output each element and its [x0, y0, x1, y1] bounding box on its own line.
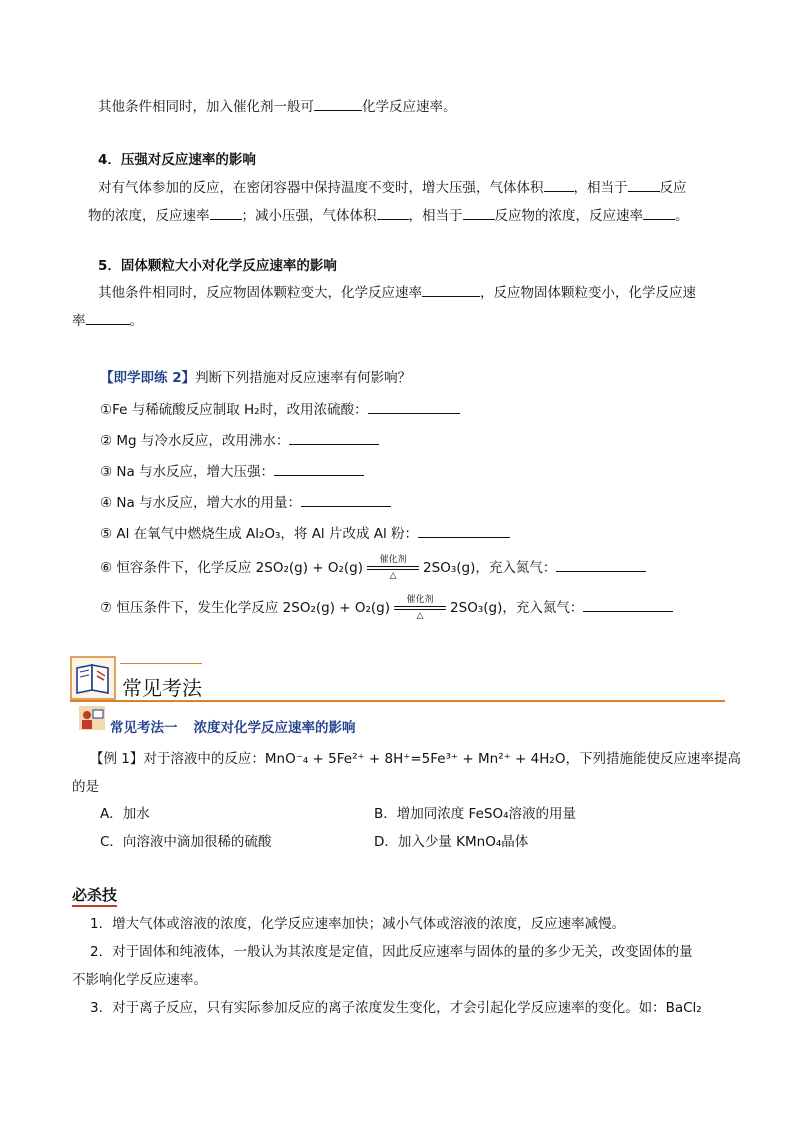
tips-title-text: 必杀技 [72, 886, 117, 907]
answer-blank[interactable] [368, 400, 460, 414]
practice-item-6 [100, 555, 646, 581]
answer-blank[interactable] [86, 311, 130, 325]
practice-item-text: ② Mg 与冷水反应，改用沸水： [100, 433, 290, 449]
heat-label: △ [389, 571, 397, 581]
s4-text: 反应 [659, 180, 687, 196]
s4-text: 物的浓度，反应速率 [88, 208, 210, 224]
s5-text: 其他条件相同时，反应物固体颗粒变大，化学反应速率 [98, 285, 422, 301]
practice-item-text: ⑥ 恒容条件下，化学反应 2SO₂(g) + O₂(g) [100, 560, 364, 576]
s4-text: ；减小压强，气体体积 [241, 208, 377, 224]
tip-3: 3．对于离子反应，只有实际参加反应的离子浓度发生变化，才会引起化学反应速率的变化。如：BaCl₂ [90, 1000, 702, 1016]
method-1-label: 常见考法一 [110, 720, 178, 736]
tip-2-line-2: 不影响化学反应速率。 [72, 972, 207, 988]
answer-blank[interactable] [583, 598, 673, 612]
reversible-arrow [367, 555, 419, 581]
practice-item-text: ⑤ Al 在氧气中燃烧生成 Al₂O₃，将 Al 片改成 Al 粉： [100, 526, 419, 542]
practice-tag: 【即学即练 2】 [100, 370, 196, 386]
section-5-line-2 [72, 309, 143, 329]
answer-blank[interactable] [274, 462, 364, 476]
s4-text: 反应物的浓度，反应速率 [494, 208, 643, 224]
practice-item-text: 2SO₃(g)，充入氮气： [423, 560, 557, 576]
answer-blank[interactable] [418, 524, 510, 538]
option-a[interactable]: A．加水 [100, 806, 150, 822]
section-4-line-2 [88, 204, 689, 224]
s5-text: 。 [129, 313, 143, 329]
answer-blank[interactable] [289, 431, 379, 445]
section-5-title: 5．固体颗粒大小对化学反应速率的影响 [98, 258, 337, 274]
option-c[interactable]: C．向溶液中滴加很稀的硫酸 [100, 834, 272, 850]
practice-item-3 [100, 460, 364, 480]
practice-question: 判断下列措施对反应速率有何影响？ [195, 370, 412, 386]
catalyst-text-a: 其他条件相同时，加入催化剂一般可 [98, 99, 314, 115]
reversible-arrow [394, 595, 446, 621]
practice-item-1 [100, 398, 460, 418]
section-4-title: 4．压强对反应速率的影响 [98, 152, 256, 168]
tips-title [72, 884, 117, 905]
method-1-heading [110, 716, 356, 736]
equilibrium-arrow-icon [394, 605, 446, 611]
section-5-line-1 [98, 281, 696, 301]
answer-blank[interactable] [422, 283, 480, 297]
answer-blank[interactable] [463, 206, 495, 220]
practice-item-7 [100, 595, 673, 621]
section-header-title: 常见考法 [122, 676, 202, 700]
header-top-rule [120, 663, 202, 664]
s5-text: ，反应物固体颗粒变小，化学反应速 [480, 285, 696, 301]
teacher-icon [78, 705, 106, 731]
practice-item-text: ③ Na 与水反应，增大压强： [100, 464, 275, 480]
answer-blank[interactable] [643, 206, 675, 220]
heat-label: △ [416, 611, 424, 621]
answer-blank[interactable] [210, 206, 242, 220]
method-1-title: 浓度对化学反应速率的影响 [193, 720, 356, 736]
practice-item-text: ①Fe 与稀硫酸反应制取 H₂时，改用浓硫酸： [100, 402, 368, 418]
answer-blank[interactable] [544, 178, 574, 192]
answer-blank[interactable] [377, 206, 409, 220]
catalyst-paragraph [98, 95, 457, 115]
example-line-1: 【例 1】对于溶液中的反应：MnO⁻₄ + 5Fe²⁺ + 8H⁺=5Fe³⁺ + Mn²⁺ + 4H₂O，下列措施能使反应速率提高 [90, 751, 741, 767]
answer-blank[interactable] [301, 493, 391, 507]
s4-text: 。 [675, 208, 689, 224]
catalyst-label: 催化剂 [379, 555, 407, 565]
tip-2-line-1: 2．对于固体和纯液体，一般认为其浓度是定值，因此反应速率与固体的量的多少无关，改变固体的量 [90, 944, 693, 960]
tip-1: 1．增大气体或溶液的浓度，化学反应速率加快；减小气体或溶液的浓度，反应速率减慢。 [90, 916, 626, 932]
option-b[interactable]: B．增加同浓度 FeSO₄溶液的用量 [374, 806, 576, 822]
practice-item-4 [100, 491, 391, 511]
section-4-line-1 [98, 176, 687, 196]
practice-item-text: 2SO₃(g)，充入氮气： [450, 600, 584, 616]
catalyst-text-b: 化学反应速率。 [362, 99, 457, 115]
equilibrium-arrow-icon [367, 565, 419, 571]
s4-text: ，相当于 [573, 180, 628, 196]
practice-item-text: ④ Na 与水反应，增大水的用量： [100, 495, 302, 511]
catalyst-label: 催化剂 [406, 595, 434, 605]
practice-item-5 [100, 522, 510, 542]
answer-blank[interactable] [314, 97, 362, 111]
s5-text: 率 [72, 313, 86, 329]
s4-text: 对有气体参加的反应，在密闭容器中保持温度不变时，增大压强，气体体积 [98, 180, 544, 196]
answer-blank[interactable] [556, 558, 646, 572]
option-d[interactable]: D．加入少量 KMnO₄晶体 [374, 834, 529, 850]
s4-text: ，相当于 [408, 208, 463, 224]
section-header-rule [70, 700, 725, 702]
practice-item-2 [100, 429, 379, 449]
practice-item-text: ⑦ 恒压条件下，发生化学反应 2SO₂(g) + O₂(g) [100, 600, 391, 616]
answer-blank[interactable] [628, 178, 660, 192]
book-icon [70, 656, 116, 700]
practice-heading [100, 366, 411, 386]
example-line-2: 的是 [72, 779, 99, 795]
